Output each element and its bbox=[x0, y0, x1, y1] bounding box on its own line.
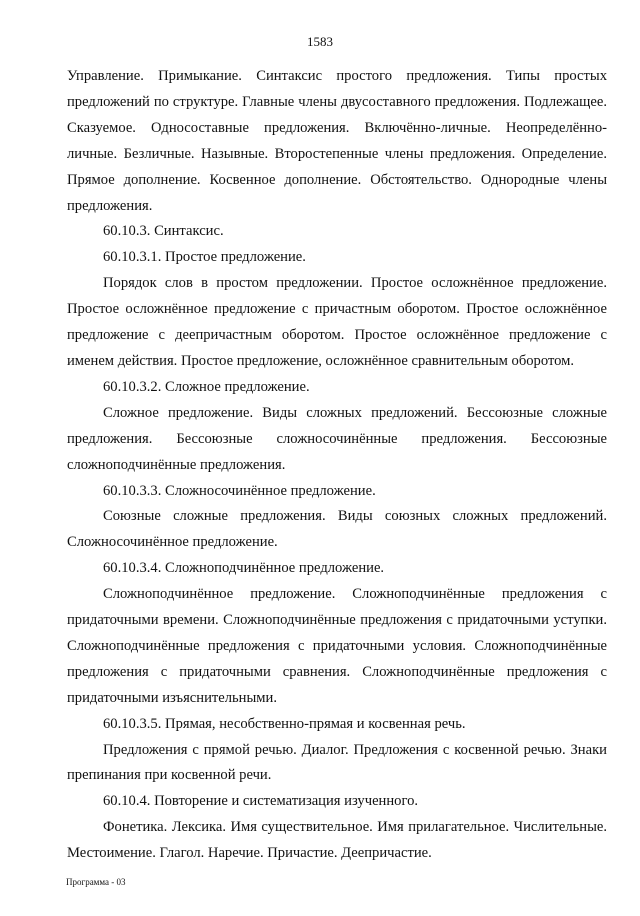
paragraph-review: Фонетика. Лексика. Имя существительное. Имя прилагательное. Числительные. Местоимение. Глагол. Наречие. Причастие. Деепричастие. bbox=[67, 819, 607, 862]
subsection-heading-compound-sentence: 60.10.3.3. Сложносочинённое предложение. bbox=[103, 482, 376, 499]
section-heading-syntax: 60.10.3. Синтаксис. bbox=[103, 223, 224, 240]
paragraph-subordinate-sentence: Сложноподчинённое предложение. Сложноподчинённые предложения с придаточными времени. Сложноподчинённые предложения с придаточными уступки. Сложноподчинённые предложения с придаточными условия. Сложноподчинённые предложения с придаточными сравнения. Сложноподчинённые предложения с придаточными изъяснительными. bbox=[67, 586, 607, 706]
subsection-heading-subordinate-sentence: 60.10.3.4. Сложноподчинённое предложение. bbox=[103, 560, 385, 577]
paragraph-simple-sentence: Порядок слов в простом предложении. Простое осложнённое предложение. Простое осложнённое предложение с причастным оборотом. Простое осложнённое предложение с деепричастным оборотом. Простое осложнённое предложение с именем действия. Простое предложение, осложнённое сравнительным оборотом. bbox=[67, 275, 607, 369]
page-footer: Программа - 03 bbox=[66, 877, 126, 887]
paragraph-complex-sentence: Сложное предложение. Виды сложных предложений. Бессоюзные сложные предложения. Бессоюзные сложносочинённые предложения. Бессоюзные сложноподчинённые предложения. bbox=[67, 404, 607, 473]
subsection-heading-speech: 60.10.3.5. Прямая, несобственно-прямая и косвенная речь. bbox=[103, 715, 466, 732]
section-heading-review: 60.10.4. Повторение и систематизация изученного. bbox=[103, 793, 419, 810]
page-number: 1583 bbox=[307, 34, 333, 49]
paragraph-syntax-topics: Управление. Примыкание. Синтаксис простого предложения. Типы простых предложений по структуре. Главные члены двусоставного предложения. Подлежащее. Сказуемое. Односоставные предложения. Включённо-личные. Неопределённо-личные. Безличные. Назывные. Второстепенные члены предложения. Определение. Прямое дополнение. Косвенное дополнение. Обстоятельство. Однородные члены предложения. bbox=[67, 68, 607, 214]
paragraph-compound-sentence: Союзные сложные предложения. Виды союзных сложных предложений. Сложносочинённое предложение. bbox=[67, 508, 607, 551]
document-body bbox=[67, 64, 607, 867]
subsection-heading-simple-sentence: 60.10.3.1. Простое предложение. bbox=[103, 249, 306, 266]
subsection-heading-complex-sentence: 60.10.3.2. Сложное предложение. bbox=[103, 378, 310, 395]
paragraph-speech: Предложения с прямой речью. Диалог. Предложения с косвенной речью. Знаки препинания при косвенной речи. bbox=[67, 741, 607, 784]
